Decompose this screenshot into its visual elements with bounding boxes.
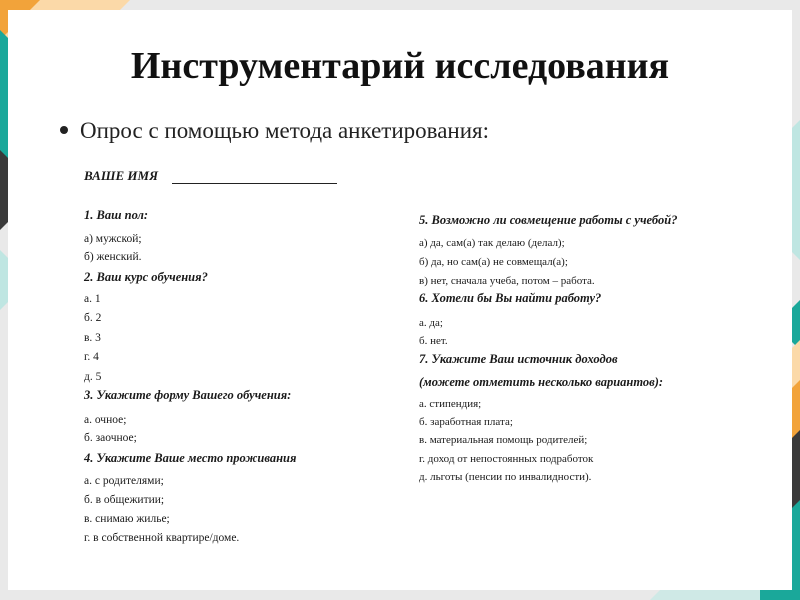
question-2: 2. Ваш курс обучения? xyxy=(84,270,208,284)
question-3: 3. Укажите форму Вашего обучения: xyxy=(84,388,292,402)
name-label: ВАШЕ ИМЯ xyxy=(84,168,159,183)
q3-option: а. очное; xyxy=(84,414,127,426)
q5-option: б) да, но сам(а) не совмещал(а); xyxy=(419,256,568,268)
q7-option: д. льготы (пенсии по инвалидности). xyxy=(419,471,592,483)
q2-option: г. 4 xyxy=(84,351,99,363)
q7-option: а. стипендия; xyxy=(419,398,482,410)
questionnaire-image xyxy=(78,160,718,560)
q4-option: в. снимаю жилье; xyxy=(84,513,170,525)
q7-option: г. доход от непостоянных подработок xyxy=(419,453,594,465)
question-5: 5. Возможно ли совмещение работы с учебой? xyxy=(419,213,678,227)
q2-option: а. 1 xyxy=(84,293,101,305)
name-field xyxy=(84,168,337,184)
q7-option: в. материальная помощь родителей; xyxy=(419,434,588,446)
bullet-item xyxy=(60,118,489,144)
q1-option: б) женский. xyxy=(84,251,142,263)
q4-option: а. с родителями; xyxy=(84,475,164,487)
q1-option: а) мужской; xyxy=(84,233,142,245)
q5-option: в) нет, сначала учеба, потом – работа. xyxy=(419,275,595,287)
bullet-dot-icon xyxy=(60,126,68,134)
q4-option: б. в общежитии; xyxy=(84,494,165,506)
q5-option: а) да, сам(а) так делаю (делал); xyxy=(419,237,565,249)
q2-option: б. 2 xyxy=(84,312,102,324)
q4-option: г. в собственной квартире/доме. xyxy=(84,532,240,544)
q6-option: а. да; xyxy=(419,317,443,329)
q2-option: д. 5 xyxy=(84,371,102,383)
q7-note: (можете отметить несколько вариантов): xyxy=(419,375,664,389)
slide-title: Инструментарий исследования xyxy=(130,45,670,87)
q2-option: в. 3 xyxy=(84,332,101,344)
q3-option: б. заочное; xyxy=(84,432,137,444)
name-underline xyxy=(172,171,337,184)
bullet-text: Опрос с помощью метода анкетирования: xyxy=(80,118,490,143)
question-4: 4. Укажите Ваше место проживания xyxy=(84,451,297,465)
question-6: 6. Хотели бы Вы найти работу? xyxy=(419,291,602,305)
question-7: 7. Укажите Ваш источник доходов xyxy=(419,352,618,366)
q6-option: б. нет. xyxy=(419,335,448,347)
question-1: 1. Ваш пол: xyxy=(84,208,149,222)
q7-option: б. заработная плата; xyxy=(419,416,513,428)
